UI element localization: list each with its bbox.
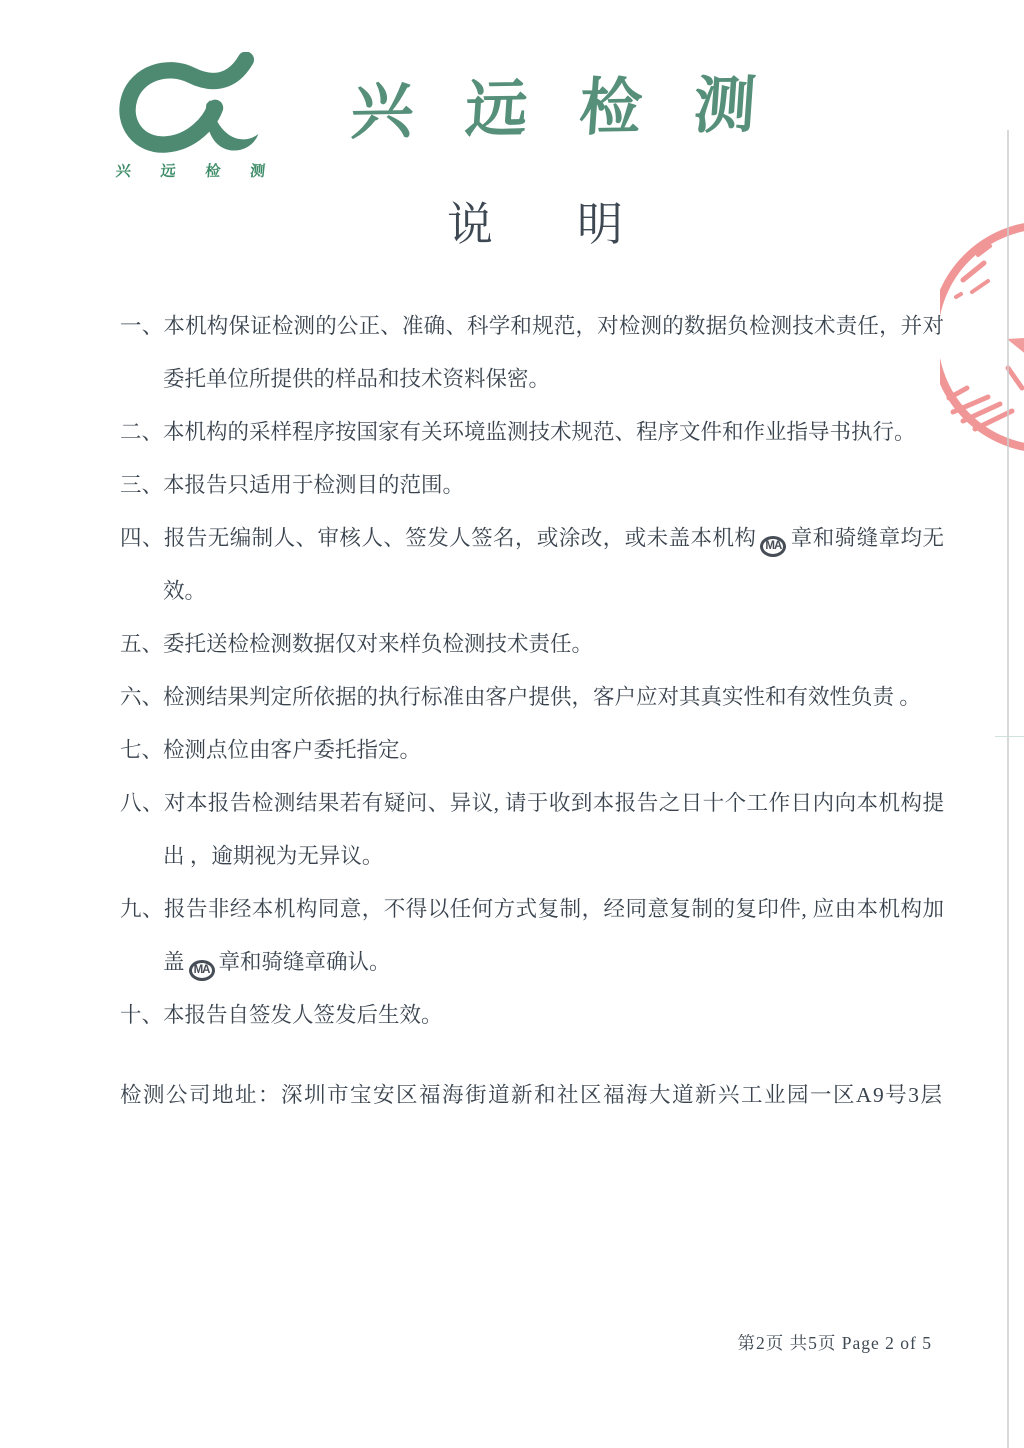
brand-title: 兴远检测 bbox=[348, 71, 811, 147]
item-text: 章和骑缝章确认。 bbox=[218, 950, 391, 974]
cma-mark-icon: MA bbox=[760, 536, 786, 557]
page-title: 说明 bbox=[447, 199, 707, 250]
notice-item-9 bbox=[120, 883, 944, 989]
red-seal-stamp bbox=[940, 208, 1024, 494]
alpha-logo-icon bbox=[116, 52, 264, 156]
item-number: 五、 bbox=[120, 632, 164, 656]
address-label: 检测公司地址： bbox=[120, 1083, 282, 1107]
cma-mark-icon: MA bbox=[189, 960, 215, 981]
notice-item-1 bbox=[120, 300, 944, 406]
item-number: 六、 bbox=[120, 685, 164, 709]
scan-artifact-line bbox=[995, 736, 1024, 737]
notice-item-2 bbox=[120, 406, 944, 459]
item-number: 八、 bbox=[120, 791, 164, 815]
item-text: 本报告自签发人签发后生效。 bbox=[163, 1003, 443, 1027]
notice-item-5 bbox=[120, 618, 944, 671]
notice-item-7 bbox=[120, 724, 944, 777]
item-text: 本机构的采样程序按国家有关环境监测技术规范、程序文件和作业指导书执行。 bbox=[163, 420, 916, 444]
notice-list bbox=[120, 300, 944, 1042]
item-text: 检测结果判定所依据的执行标准由客户提供，客户应对其真实性和有效性负责 。 bbox=[163, 685, 921, 709]
scan-edge-line bbox=[1007, 130, 1009, 1448]
badge-chunk bbox=[185, 950, 391, 974]
item-number: 一、 bbox=[120, 314, 164, 338]
notice-item-4 bbox=[120, 512, 944, 618]
item-text: 章和骑缝章均无效。 bbox=[163, 526, 944, 603]
item-number: 十、 bbox=[120, 1003, 164, 1027]
address-value: 深圳市宝安区福海街道新和社区福海大道新兴工业园一区A9号3层 bbox=[281, 1083, 944, 1107]
company-address bbox=[120, 1078, 944, 1109]
notice-item-6 bbox=[120, 671, 944, 724]
notice-item-8 bbox=[120, 777, 944, 883]
item-text: 报告无编制人、审核人、签发人签名，或涂改，或未盖本机构 bbox=[163, 526, 757, 550]
item-number: 二、 bbox=[120, 420, 164, 444]
page-number: 第2页 共5页 Page 2 of 5 bbox=[737, 1333, 932, 1353]
item-text: 对本报告检测结果若有疑问、异议, 请于收到本报告之日十个工作日内向本机构提出 ，逾期视为无异议。 bbox=[163, 791, 944, 868]
item-text: 检测点位由客户委托指定。 bbox=[163, 738, 422, 762]
notice-item-3 bbox=[120, 459, 944, 512]
item-text: 报告非经本机构同意，不得以任何方式复制，经同意复制的复印件, 应由本机构加盖 bbox=[163, 897, 944, 974]
logo-caption: 兴 远 检 测 bbox=[115, 164, 279, 180]
item-number: 三、 bbox=[120, 473, 164, 497]
item-number: 七、 bbox=[120, 738, 164, 762]
item-text: 本机构保证检测的公正、准确、科学和规范，对检测的数据负检测技术责任，并对委托单位所提供的样品和技术资料保密。 bbox=[163, 314, 944, 391]
item-text: 委托送检检测数据仅对来样负检测技术责任。 bbox=[163, 632, 594, 656]
item-number: 九、 bbox=[120, 897, 164, 921]
item-text: 本报告只适用于检测目的范围。 bbox=[163, 473, 465, 497]
item-number: 四、 bbox=[120, 526, 164, 550]
company-logo bbox=[115, 52, 279, 181]
notice-item-10 bbox=[120, 989, 944, 1042]
